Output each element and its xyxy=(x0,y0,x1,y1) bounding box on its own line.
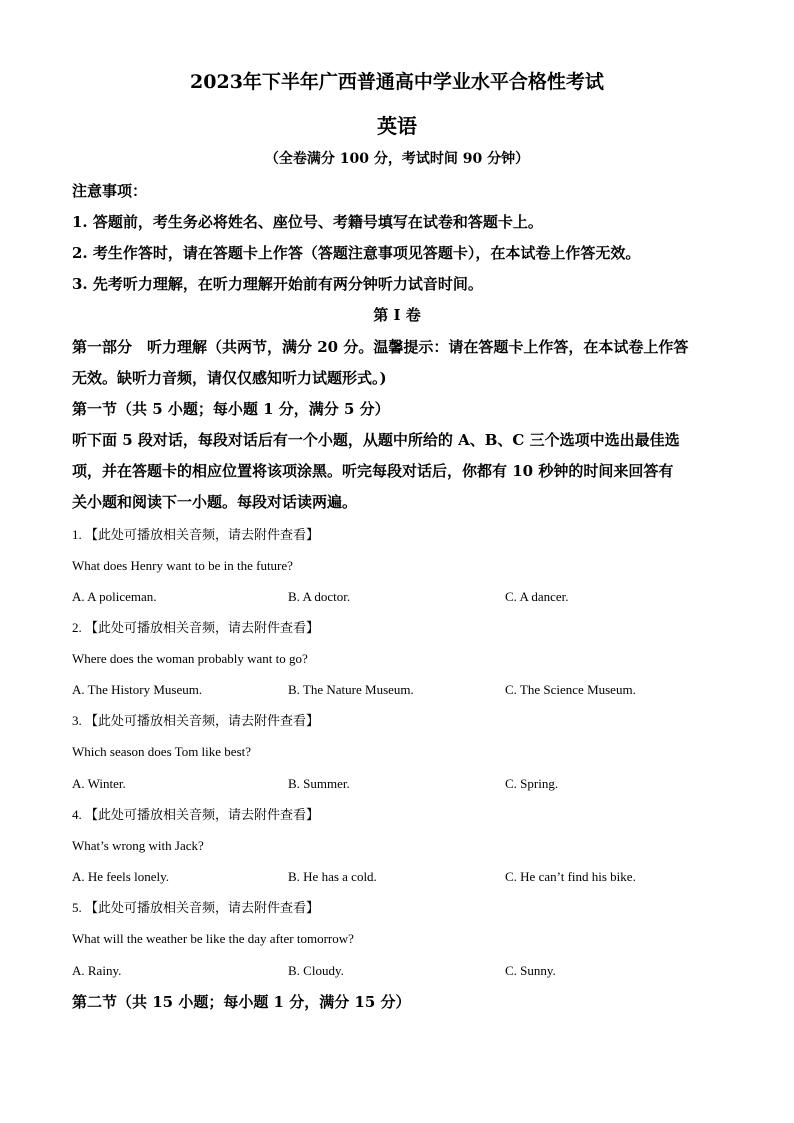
question-prompt: Which season does Tom like best? xyxy=(72,744,252,759)
part1-heading-cont: 无效。缺听力音频，请仅仅感知听力试题形式。) xyxy=(72,369,387,387)
option-c: C. The Science Museum. xyxy=(505,682,636,697)
section1-directions: 项，并在答题卡的相应位置将该项涂黑。听完每段对话后，你都有 10 秒钟的时间来回答有 xyxy=(72,462,674,480)
part1-heading: 第一部分 听力理解（共两节，满分 20 分。温馨提示：请在答题卡上作答，在本试卷上作答 xyxy=(72,338,689,356)
option-b: B. Cloudy. xyxy=(288,963,344,978)
score-time-note: （全卷满分 100 分，考试时间 90 分钟） xyxy=(264,151,530,167)
instructions-heading: 注意事项： xyxy=(72,182,148,200)
volume-heading: 第 I 卷 xyxy=(373,306,421,324)
audio-placeholder[interactable]: 2. 【此处可播放相关音频，请去附件查看】 xyxy=(72,620,320,635)
section1-heading: 第一节（共 5 小题；每小题 1 分，满分 5 分） xyxy=(72,400,390,418)
section2-heading: 第二节（共 15 小题；每小题 1 分，满分 15 分） xyxy=(72,993,411,1011)
option-b: B. A doctor. xyxy=(288,589,351,604)
option-c: C. A dancer. xyxy=(505,589,569,604)
option-a: A. Rainy. xyxy=(72,963,122,978)
question-prompt: What does Henry want to be in the future? xyxy=(72,558,293,573)
section1-directions: 听下面 5 段对话，每段对话后有一个小题，从题中所给的 A、B、C 三个选项中选出最佳选 xyxy=(72,431,680,449)
subject-title: 英语 xyxy=(377,114,417,138)
instruction-item: 1. 答题前，考生务必将姓名、座位号、考籍号填写在试卷和答题卡上。 xyxy=(72,213,543,231)
section1-directions: 关小题和阅读下一小题。每段对话读两遍。 xyxy=(72,493,358,511)
option-a: A. Winter. xyxy=(72,776,126,791)
option-a: A. The History Museum. xyxy=(72,682,203,697)
option-c: C. Sunny. xyxy=(505,963,556,978)
option-a: A. A policeman. xyxy=(72,589,157,604)
audio-placeholder[interactable]: 1. 【此处可播放相关音频，请去附件查看】 xyxy=(72,527,320,542)
option-c: C. He can’t find his bike. xyxy=(505,869,636,884)
instruction-item: 2. 考生作答时，请在答题卡上作答（答题注意事项见答题卡），在本试卷上作答无效。 xyxy=(72,244,641,262)
question-prompt: What will the weather be like the day after tomorrow? xyxy=(72,931,354,946)
option-c: C. Spring. xyxy=(505,776,559,791)
exam-title: 2023年下半年广西普通高中学业水平合格性考试 xyxy=(190,71,604,93)
audio-placeholder[interactable]: 5. 【此处可播放相关音频，请去附件查看】 xyxy=(72,900,320,915)
option-b: B. He has a cold. xyxy=(288,869,377,884)
option-b: B. The Nature Museum. xyxy=(288,682,414,697)
audio-placeholder[interactable]: 4. 【此处可播放相关音频，请去附件查看】 xyxy=(72,807,320,822)
option-a: A. He feels lonely. xyxy=(72,869,169,884)
question-prompt: Where does the woman probably want to go? xyxy=(72,651,308,666)
option-b: B. Summer. xyxy=(288,776,350,791)
instruction-item: 3. 先考听力理解，在听力理解开始前有两分钟听力试音时间。 xyxy=(72,275,483,293)
question-prompt: What’s wrong with Jack? xyxy=(72,838,204,853)
audio-placeholder[interactable]: 3. 【此处可播放相关音频，请去附件查看】 xyxy=(72,713,320,728)
